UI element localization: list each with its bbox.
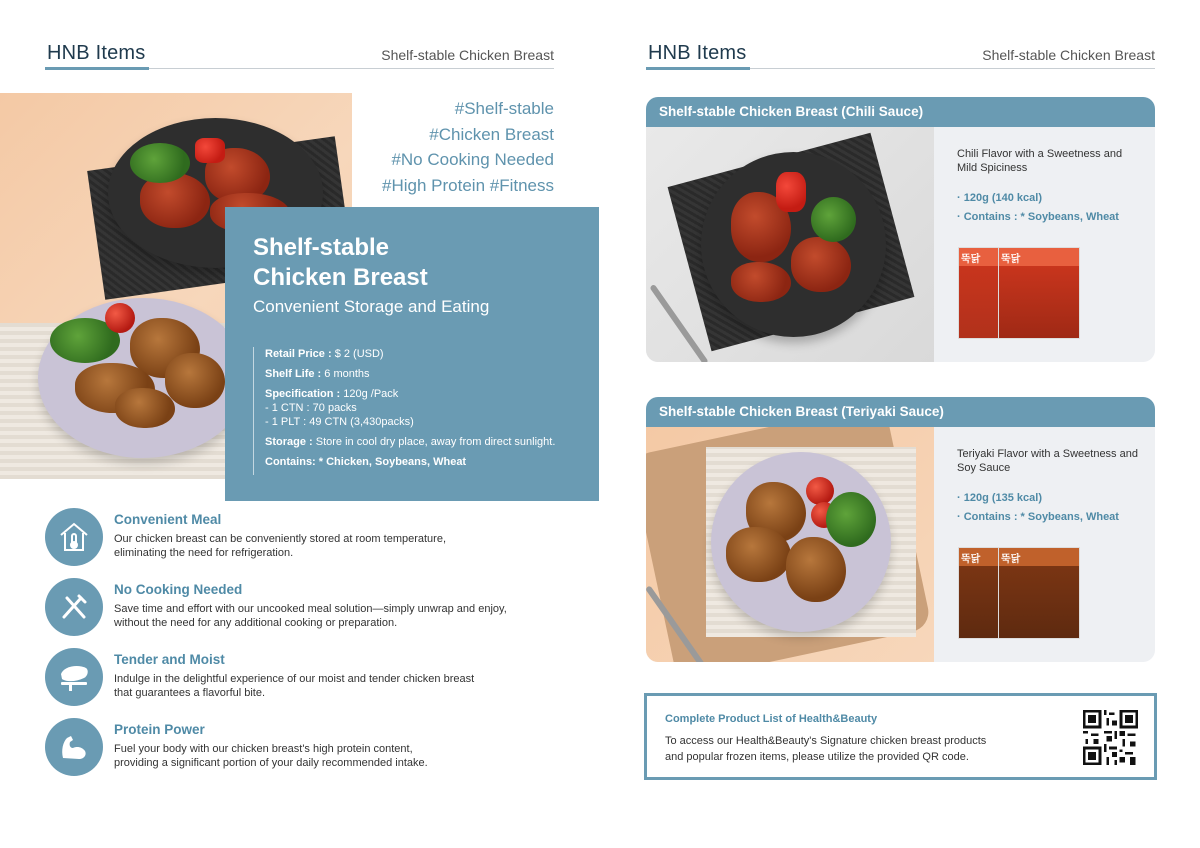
qr-code[interactable] (1083, 710, 1138, 765)
product-description: Teriyaki Flavor with a Sweetness and Soy Sauce (957, 448, 1138, 474)
product-card-info (957, 147, 1142, 227)
package-logo: 뚝닭 (1001, 254, 1021, 265)
feature-no-cooking (45, 578, 565, 638)
chicken-piece (115, 388, 175, 428)
page-subtitle: Shelf-stable Chicken Breast (381, 47, 554, 63)
product-subtitle: Convenient Storage and Eating (253, 297, 490, 316)
product-card-title: Shelf-stable Chicken Breast (Teriyaki Sauce) (646, 397, 1155, 427)
hashtag: #High Protein #Fitness (382, 175, 554, 195)
hashtag: #Chicken Breast (429, 124, 554, 144)
feature-title: Tender and Moist (114, 652, 225, 667)
chicken-piece (791, 237, 851, 292)
header-accent (45, 67, 149, 70)
spec-ctn: - 1 CTN : 70 packs (265, 402, 357, 414)
hashtag: #Shelf-stable (454, 99, 554, 118)
product-contains: · Contains : * Soybeans, Wheat (957, 211, 1119, 223)
house-thermometer-icon (45, 508, 103, 566)
parsley (826, 492, 876, 547)
parsley (811, 197, 856, 242)
feature-title: Protein Power (114, 722, 205, 737)
teriyaki-package (998, 547, 1080, 639)
fork-knife-icon (45, 578, 103, 636)
product-contains: · Contains : * Soybeans, Wheat (957, 511, 1119, 523)
product-card-chili (646, 97, 1155, 362)
package-logo: 뚝닭 (1001, 554, 1021, 565)
product-description: Chili Flavor with a Sweetness and Mild Spiciness (957, 148, 1123, 174)
pepper (195, 138, 225, 163)
feature-description: Our chicken breast can be conveniently stored at room temperature, eliminating the need for refrigeration. (114, 533, 447, 559)
hashtag: #No Cooking Needed (391, 150, 554, 169)
product-card-teriyaki (646, 397, 1155, 662)
meat-icon (45, 648, 103, 706)
spec-list (253, 347, 555, 475)
feature-description: Fuel your body with our chicken breast's high protein content, providing a significant portion of your daily recommended intake. (114, 743, 428, 769)
feature-tender-moist (45, 648, 565, 708)
chicken-piece (786, 537, 846, 602)
product-title-line: Chicken Breast (253, 264, 428, 291)
product-card-info (957, 447, 1142, 527)
qr-description: To access our Health&Beauty's Signature chicken breast products and popular frozen items, please utilize the provided QR code. (665, 735, 987, 763)
package-logo: 뚝닭 (961, 254, 981, 265)
page-title: HNB Items (648, 42, 747, 64)
product-weight: · 120g (135 kcal) (957, 492, 1042, 504)
chicken-piece (726, 527, 791, 582)
chicken-piece (731, 262, 791, 302)
product-spec (957, 189, 1142, 227)
product-title (253, 233, 571, 293)
spec-shelf-life: Shelf Life : 6 months (265, 368, 370, 380)
page-title: HNB Items (47, 42, 146, 64)
muscle-icon (45, 718, 103, 776)
chili-package (998, 247, 1080, 339)
teriyaki-product-photo (646, 427, 934, 662)
spec-contains: Contains: * Chicken, Soybeans, Wheat (265, 456, 467, 468)
pepper (776, 172, 806, 212)
page-subtitle: Shelf-stable Chicken Breast (982, 47, 1155, 63)
feature-convenient-meal (45, 508, 565, 568)
chili-package (958, 247, 999, 339)
right-page (600, 0, 1200, 848)
feature-protein-power (45, 718, 565, 778)
product-spec (957, 489, 1142, 527)
product-weight: · 120g (140 kcal) (957, 192, 1042, 204)
qr-title: Complete Product List of Health&Beauty (665, 713, 878, 725)
product-card-title: Shelf-stable Chicken Breast (Chili Sauce) (646, 97, 1155, 127)
hashtag-list (382, 96, 554, 198)
header-accent (646, 67, 750, 70)
spec-storage: Storage : Store in cool dry place, away from direct sunlight. (265, 436, 556, 448)
package-logo: 뚝닭 (961, 554, 981, 565)
feature-title: Convenient Meal (114, 512, 222, 527)
product-info-box (225, 207, 599, 501)
qr-info-box (644, 693, 1157, 780)
spec-specification: Specification : 120g /Pack - 1 CTN : 70 packs - 1 PLT : 49 CTN (3,430packs) (265, 387, 555, 429)
lettuce (130, 143, 190, 183)
feature-description: Indulge in the delightful experience of our moist and tender chicken breast that guarantees a flavorful bite. (114, 673, 475, 699)
product-title-line: Shelf-stable (253, 234, 390, 261)
tomato (806, 477, 834, 505)
spec-plt: - 1 PLT : 49 CTN (3,430packs) (265, 416, 414, 428)
feature-title: No Cooking Needed (114, 582, 243, 597)
spec-price: Retail Price : $ 2 (USD) (265, 348, 384, 360)
teriyaki-package (958, 547, 999, 639)
feature-description: Save time and effort with our uncooked meal solution—simply unwrap and enjoy, without the need for any additional cooking or preparation. (114, 603, 507, 629)
chicken-piece (165, 353, 225, 408)
chili-product-photo (646, 127, 934, 362)
tomato (105, 303, 135, 333)
